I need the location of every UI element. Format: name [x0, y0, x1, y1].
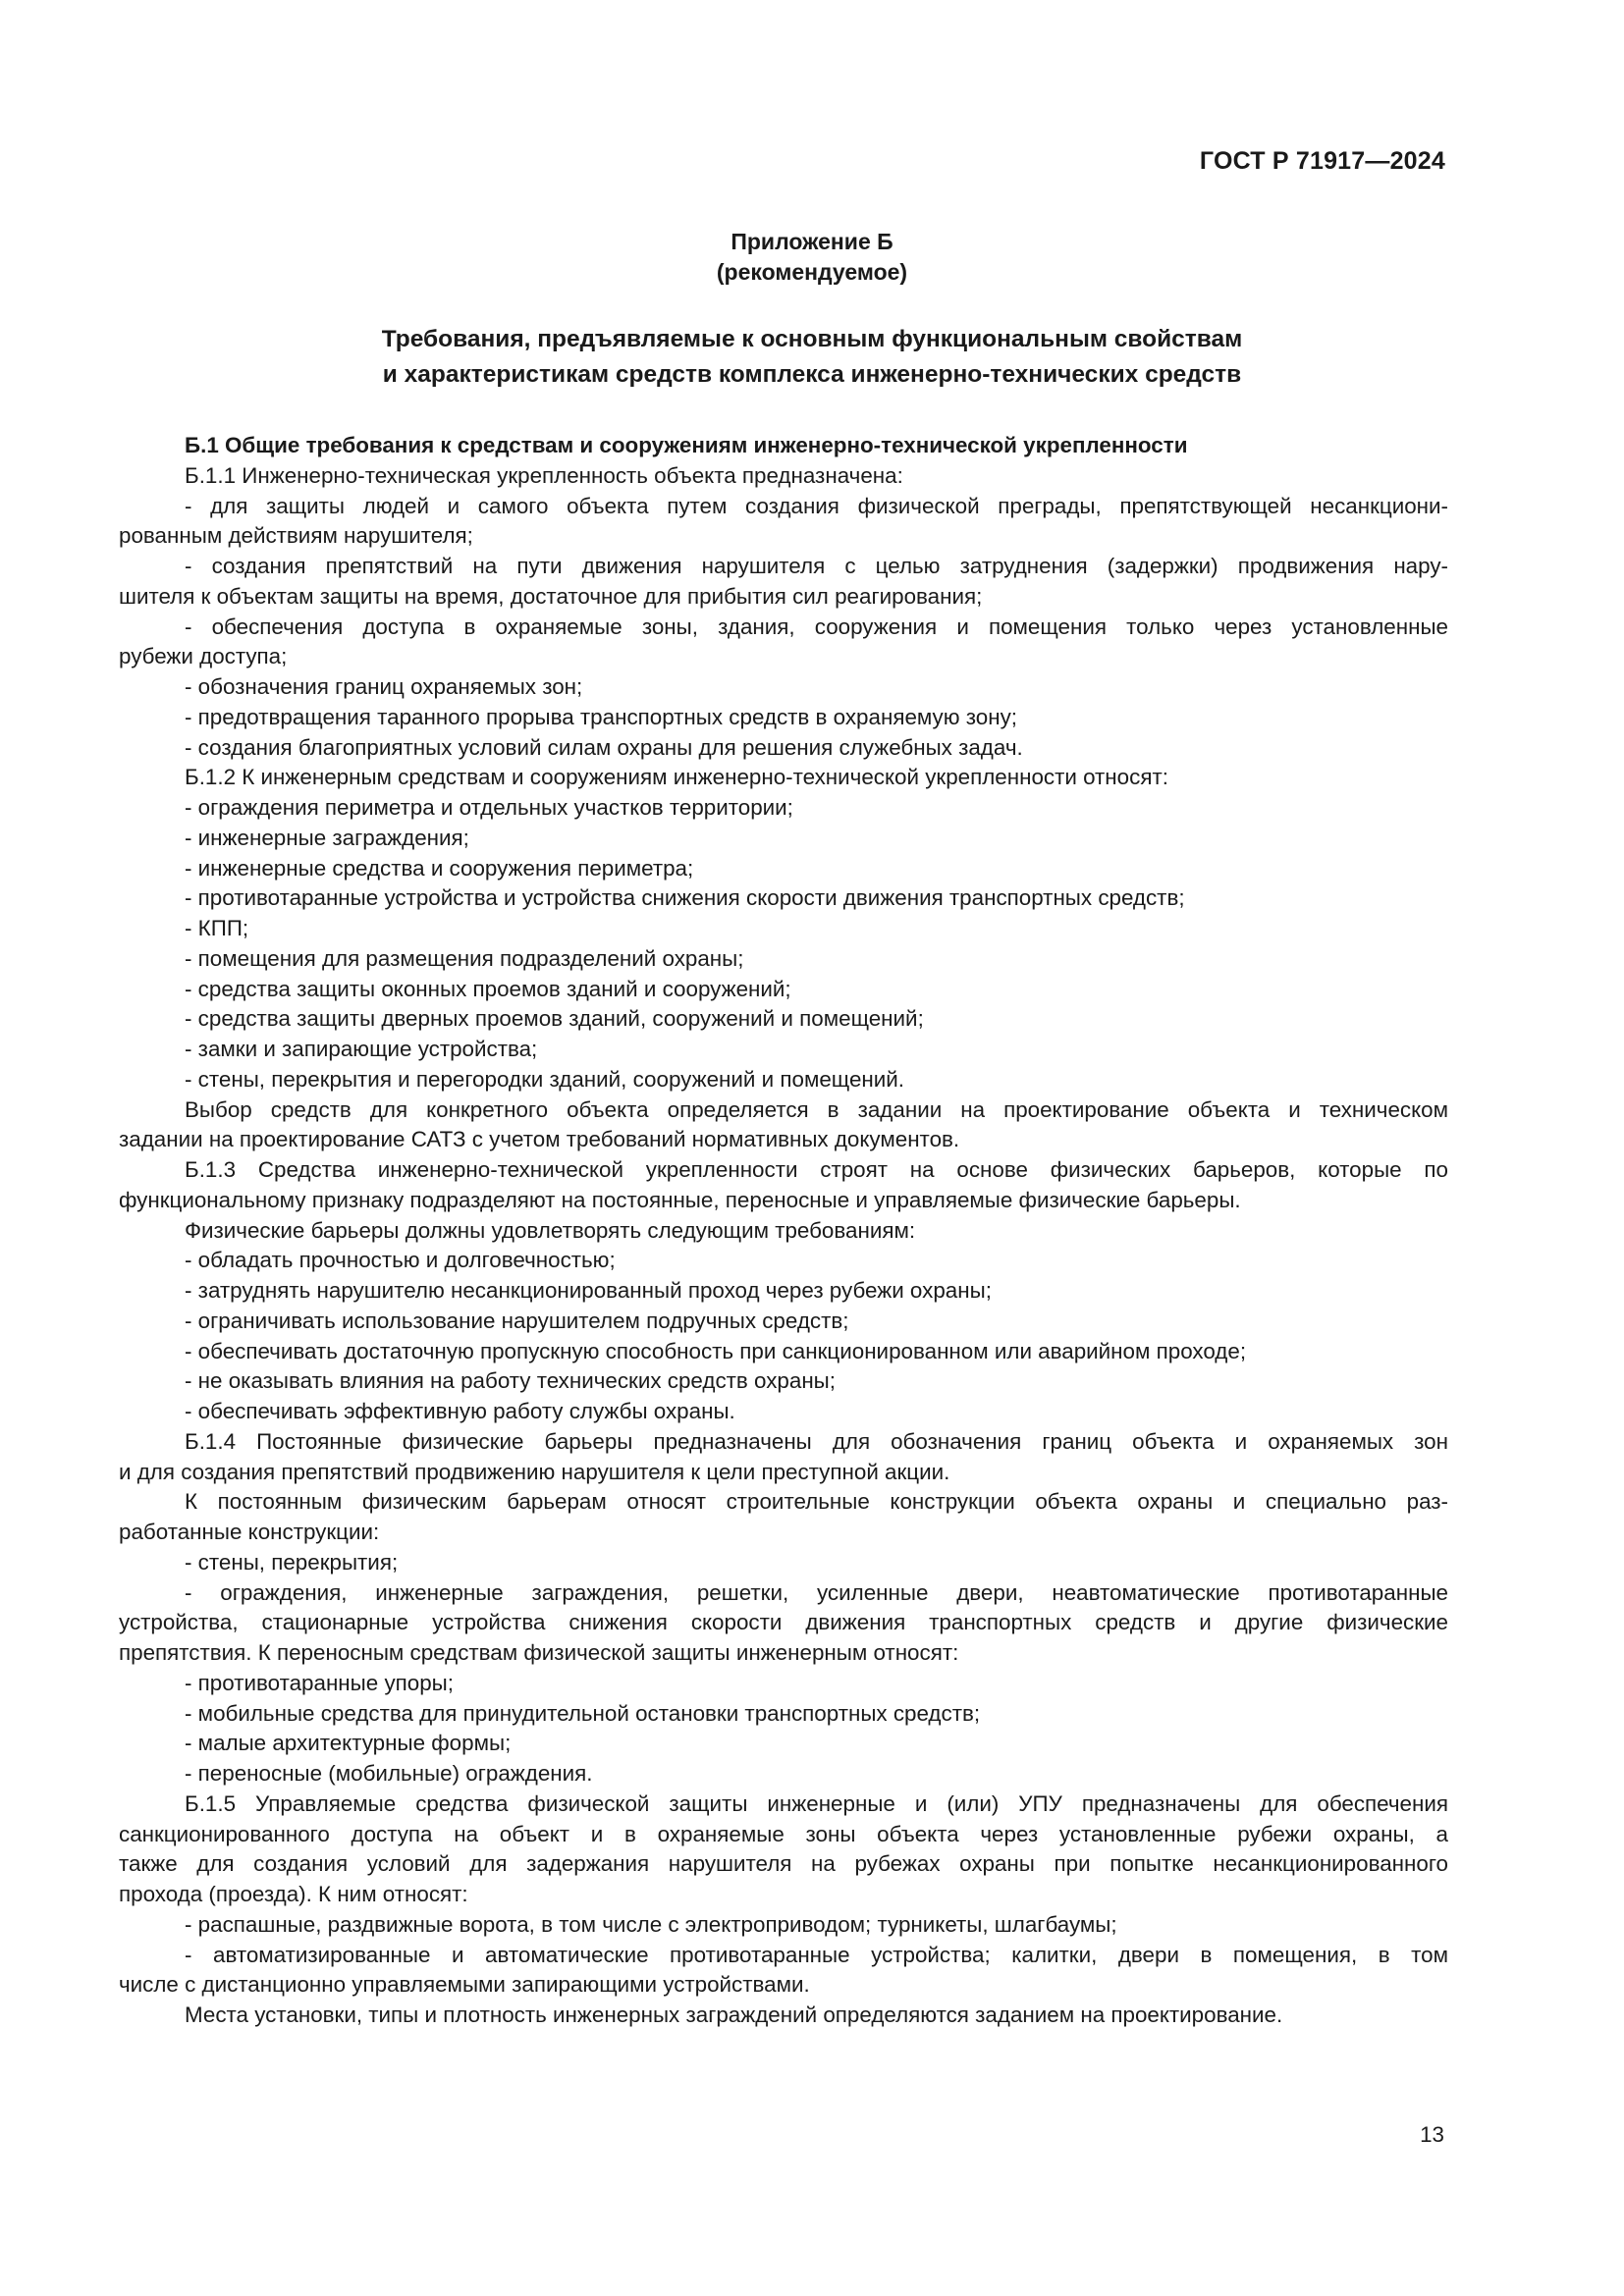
document-body	[119, 431, 1448, 2031]
text-line: также для создания условий для задержания нарушителя на рубежах охраны при попытке несанкционированного	[119, 1851, 1448, 1877]
text-line: - автоматизированные и автоматические противотаранные устройства; калитки, двери в помещения, в том	[185, 1942, 1448, 1967]
page-number: 13	[1420, 2122, 1444, 2147]
text-line: Места установки, типы и плотность инженерных заграждений определяются заданием на проектирование.	[185, 2002, 1283, 2027]
text-line: - инженерные средства и сооружения периметра;	[185, 855, 694, 881]
text-line: - ограничивать использование нарушителем подручных средств;	[185, 1308, 849, 1333]
text-line: К постоянным физическим барьерам относят строительные конструкции объекта охраны и специально раз-	[185, 1489, 1448, 1515]
text-line: - для защиты людей и самого объекта путем создания физической преграды, препятствующей несанкциони-	[185, 493, 1448, 518]
text-line: - обеспечивать достаточную пропускную способность при санкционированном или аварийном проходе;	[185, 1338, 1247, 1363]
text-line: - не оказывать влияния на работу технических средств охраны;	[185, 1368, 836, 1394]
text-line: числе с дистанционно управляемыми запирающими устройствами.	[119, 1972, 810, 1998]
appendix-status: (рекомендуемое)	[716, 259, 908, 285]
annex-heading-line: и характеристикам средств комплекса инженерно-технических средств	[382, 361, 1242, 388]
text-line: функциональному признаку подразделяют на постоянные, переносные и управляемые физические барьеры.	[119, 1187, 1241, 1212]
section-heading: Б.1 Общие требования к средствам и сооружениям инженерно-технической укрепленности	[185, 433, 1188, 457]
text-line: - ограждения периметра и отдельных участков территории;	[185, 795, 793, 820]
text-line: - переносные (мобильные) ограждения.	[185, 1761, 593, 1786]
text-line: - замки и запирающие устройства;	[185, 1037, 538, 1061]
text-line: - противотаранные упоры;	[185, 1670, 454, 1695]
text-line: Б.1.3 Средства инженерно-технической укрепленности строят на основе физических барьеров, которые по	[185, 1157, 1448, 1182]
text-line: - распашные, раздвижные ворота, в том числе с электроприводом; турникеты, шлагбаумы;	[185, 1911, 1117, 1937]
standard-designation: ГОСТ Р 71917—2024	[1199, 147, 1445, 175]
text-line: - мобильные средства для принудительной остановки транспортных средств;	[185, 1700, 981, 1726]
text-line: - малые архитектурные формы;	[185, 1731, 512, 1756]
text-line: - предотвращения таранного прорыва транспортных средств в охраняемую зону;	[185, 704, 1018, 729]
text-line: рованным действиям нарушителя;	[119, 523, 473, 549]
text-line: - обозначения границ охраняемых зон;	[185, 674, 583, 699]
text-line: - обеспечения доступа в охраняемые зоны, здания, сооружения и помещения только через установленные	[185, 614, 1448, 639]
text-line: Физические барьеры должны удовлетворять следующим требованиям:	[185, 1217, 916, 1243]
text-line: - средства защиты дверных проемов зданий, сооружений и помещений;	[185, 1006, 924, 1032]
text-line: - обладать прочностью и долговечностью;	[185, 1248, 616, 1273]
annex-heading	[0, 322, 1624, 393]
appendix-title: Приложение Б	[731, 229, 893, 254]
text-line: и для создания препятствий продвижению нарушителя к цели преступной акции.	[119, 1459, 950, 1484]
text-line: санкционированного доступа на объект и в охраняемые зоны объекта через установленные рубежи охраны, а	[119, 1821, 1448, 1846]
text-line: Б.1.1 Инженерно-техническая укрепленность объекта предназначена:	[185, 462, 903, 488]
text-line: - ограждения, инженерные заграждения, решетки, усиленные двери, неавтоматические противотаранные	[185, 1579, 1448, 1605]
text-line: - помещения для размещения подразделений охраны;	[185, 945, 744, 971]
text-line: препятствия. К переносным средствам физической защиты инженерным относят:	[119, 1640, 959, 1665]
text-line: рубежи доступа;	[119, 644, 288, 669]
text-line: шителя к объектам защиты на время, достаточное для прибытия сил реагирования;	[119, 583, 983, 609]
text-line: прохода (проезда). К ним относят:	[119, 1882, 468, 1906]
text-line: - противотаранные устройства и устройства снижения скорости движения транспортных средств;	[185, 885, 1185, 911]
text-line: - создания препятствий на пути движения нарушителя с целью затруднения (задержки) продвижения нару-	[185, 554, 1448, 578]
text-line: Б.1.4 Постоянные физические барьеры предназначены для обозначения границ объекта и охраняемых зон	[185, 1428, 1448, 1454]
text-line: Выбор средств для конкретного объекта определяется в задании на проектирование объекта и техническом	[185, 1096, 1448, 1122]
text-line: - стены, перекрытия и перегородки зданий, сооружений и помещений.	[185, 1066, 905, 1092]
text-line: - средства защиты оконных проемов зданий и сооружений;	[185, 976, 791, 1001]
text-line: - КПП;	[185, 916, 249, 940]
text-line: - инженерные заграждения;	[185, 825, 469, 850]
text-line: устройства, стационарные устройства снижения скорости движения транспортных средств и другие физические	[119, 1610, 1448, 1635]
text-line: Б.1.2 К инженерным средствам и сооружениям инженерно-технической укрепленности относят:	[185, 765, 1168, 790]
text-line: - создания благоприятных условий силам охраны для решения служебных задач.	[185, 734, 1023, 760]
text-line: Б.1.5 Управляемые средства физической защиты инженерные и (или) УПУ предназначены для обеспечения	[185, 1790, 1448, 1816]
annex-heading-line: Требования, предъявляемые к основным функциональным свойствам	[381, 326, 1243, 352]
text-line: задании на проектирование САТЗ с учетом требований нормативных документов.	[119, 1127, 960, 1152]
text-line: - обеспечивать эффективную работу службы охраны.	[185, 1399, 735, 1423]
text-line: работанные конструкции:	[119, 1520, 380, 1544]
text-line: - затруднять нарушителю несанкционированный проход через рубежи охраны;	[185, 1278, 992, 1303]
text-line: - стены, перекрытия;	[185, 1549, 399, 1575]
